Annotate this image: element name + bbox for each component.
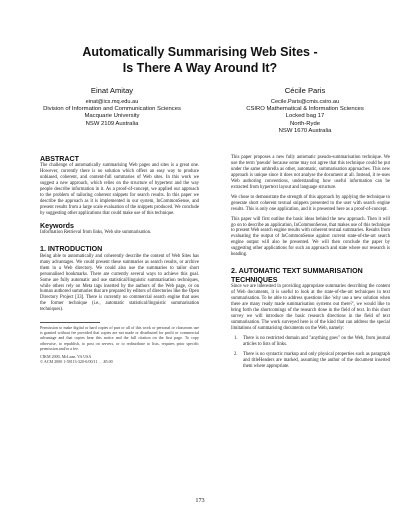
list-item-number: 1.: [234, 335, 238, 341]
author-name: Einat Amitay: [90, 86, 134, 95]
limitations-list: [231, 336, 390, 370]
author-affiliation-line: North-Ryde: [289, 120, 321, 127]
author-name: Cécile Paris: [284, 86, 326, 95]
section-2-text: Since we are interested in providing appropriate summaries describing the content of Web documents, it is useful to look at the state-of-the-art techniques in text summarisation. To be able to address questions like 'why use a new solution when there are many ready made summarisation systems out there?', we would like to bring forth the shortcomings of the research done in the field of text. In this short survey we will introduce the basic research directions in the field of text summarisation. The work surveyed here is of the kind that can address the special limitations of summarising documents on the Web, namely:: [231, 284, 390, 331]
list-item: [231, 352, 390, 370]
body-paragraph: This paper will first outline the basic ideas behind the new approach. Then it will go on to describe an application, InCommonSense, that makes use of this technique to present Web search engine results with coherent textual summaries. Results from evaluating the output of InCommonSense against current state-of-the-art search engine output will also be presented. We will then conclude the paper by suggesting other applications for such an approach and state where our research is heading.: [231, 216, 390, 258]
left-column: [40, 155, 199, 364]
list-item-text: There is no syntactic markup and only physical properties such as paragraph and titleHeaders are marked, assuming the author of the document inserted them where appropriate.: [243, 351, 390, 369]
permission-notice: Permission to make digital or hard copies of part or all of this work or personal or classroom use is granted without fee provided that copies are not made or distributed for profit or commercial advantage and that copies bear this notice and the full citation on the first page. To copy otherwise, to republish, to post on servers, or to redistribute to lists, requires prior specific permission and/or a fee.: [40, 325, 199, 351]
author-affiliation-line: Locked bag 17: [285, 113, 325, 120]
conference-line: CIKM 2000, McLean, VA USA: [40, 353, 92, 359]
body-paragraph: We chose to demonstrate the strength of this approach by applying the technique to generate short coherent textual snippets presented to the user with search engine results. This is only one application, and it is presented here as a proof-of-concept.: [231, 194, 390, 212]
list-item-text: There is no restricted domain and "anything goes" on the Web, from journal articles to lists of links.: [243, 335, 390, 347]
author-affiliation-line: Division of Information and Communication Sciences: [43, 106, 181, 112]
copyright-line: © ACM 2000 1-58113-320-0/00/11 . . .$5.00: [40, 358, 113, 364]
abstract-heading: ABSTRACT: [40, 155, 80, 163]
list-item: [231, 336, 390, 348]
author-email: Cecile.Paris@cmis.csiro.au: [270, 99, 340, 105]
abstract-text: The challenge of automatically summarising Web pages and sites is a great one. However, currently there is no solution which offers an easy way to produce unbiased, coherent, and content-full summaries of Web sites. In this work we suggest a new approach, which relies on the structure of hypertext and the way people describe information in it. As a proof-of-concept, we applied our approach to the problem of tailoring coherent snippets for search results. In this paper we describe the approach as it is implemented in our system, InCommonSense, and present results from a large scale evaluation of the snippets produced. We conclude by suggesting other applications that could make use of this technique.: [40, 163, 199, 217]
author-block-1: [12, 86, 212, 128]
keywords-heading: Keywords: [40, 221, 74, 230]
introduction-text: Being able to automatically and coherently describe the content of Web Sites has many advantages. We could present these summaries as search results, or archive them in a Web directory. We could also use the summaries to tailor short personalised bookmarks. There are currently several ways to achieve this goal. Some are fully automatic and use statistical/linguistic summarisation techniques, while others rely on Meta tags inserted by the authors of the Web page, or on human authored summaries that are prepared by editors of directories like the Open Directory Project [33]. There is currently no commercial search engine that uses the former technique (i.e., automatic statistical/linguistic summarisation techniques).: [40, 253, 199, 313]
title-line-2: Is There A Way Around It?: [122, 61, 278, 75]
footnote-divider: [40, 322, 100, 323]
right-column: [231, 155, 390, 369]
author-affiliation-line: CSIRO Mathematical & Information Sciences: [246, 106, 364, 112]
author-email: einat@ics.mq.edu.au: [85, 99, 139, 105]
author-affiliation-line: NSW 1670 Australia: [278, 128, 332, 135]
author-affiliation-line: NSW 2109 Australia: [85, 120, 139, 127]
author-affiliation-line: Macquarie University: [84, 113, 140, 120]
author-block-2: [205, 86, 400, 136]
section-2-heading-line: TECHNIQUES: [231, 275, 278, 284]
introduction-heading: 1. INTRODUCTION: [40, 245, 103, 254]
paper-title: [0, 44, 400, 76]
section-2-heading: [231, 267, 390, 284]
page-number: 173: [195, 497, 205, 504]
list-item-number: 2.: [234, 351, 238, 357]
section-2-heading-line: 2. AUTOMATIC TEXT SUMMARISATION: [231, 267, 363, 276]
title-line-1: Automatically Summarising Web Sites -: [82, 45, 318, 59]
copyright-footnote: [40, 322, 199, 364]
keywords-text: Information Retrieval from links, Web site summarisation.: [40, 230, 152, 236]
body-paragraph: This paper proposes a new fully automatic pseudo-summarisation technique. We use the term 'pseudo' because some may not agree that this technique could be put under the same umbrella as other, automatic, summarisation approaches. This new approach is unique since it does not analyse the document at all. Instead, it re-uses Web authoring conventions, understanding how useful information can be extracted from hypertext layout and language structure.: [231, 155, 390, 190]
